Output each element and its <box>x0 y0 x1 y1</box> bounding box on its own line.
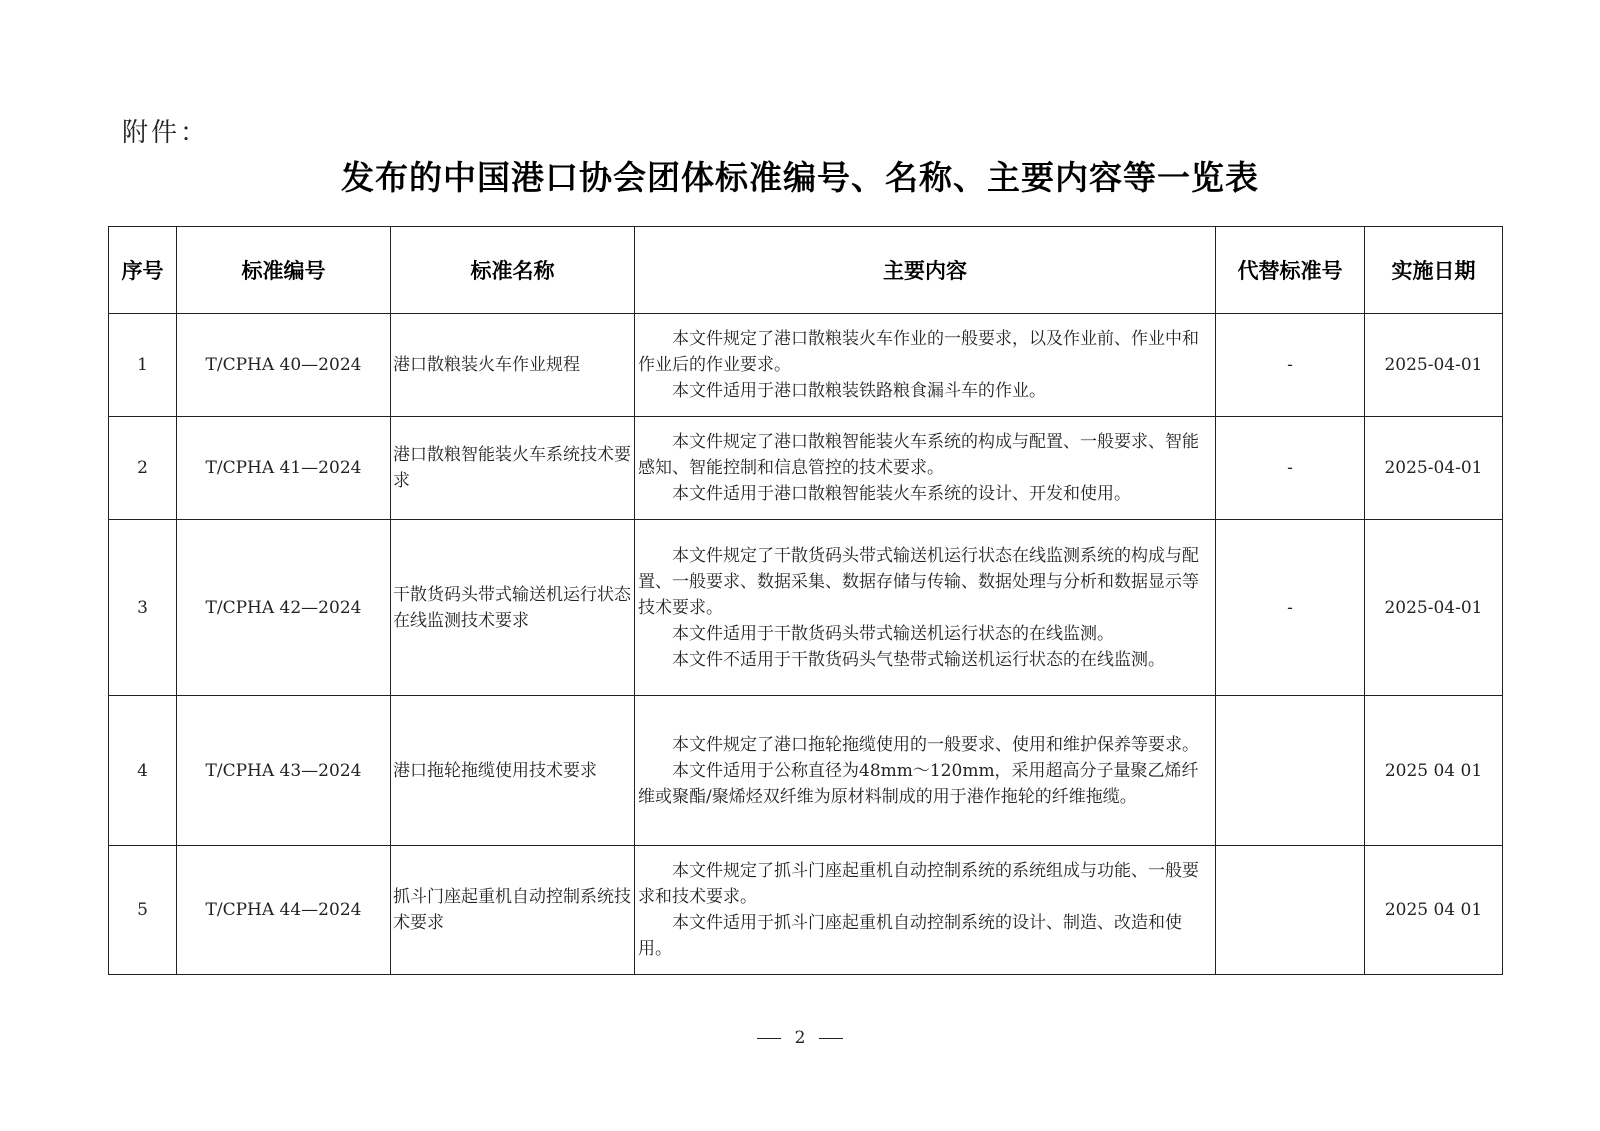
row-replaces <box>1216 846 1365 975</box>
table-row <box>109 846 1503 975</box>
row-standard-name: 港口散粮智能装火车系统技术要求 <box>391 417 635 520</box>
table-row <box>109 314 1503 417</box>
row-standard-code: T/CPHA 43—2024 <box>177 696 391 846</box>
row-effective-date: 2025 04 01 <box>1365 846 1503 975</box>
column-header-replaces: 代替标准号 <box>1216 227 1365 314</box>
row-seq: 2 <box>109 417 177 520</box>
content-paragraph: 本文件规定了港口拖轮拖缆使用的一般要求、使用和维护保养等要求。 <box>672 734 1199 755</box>
row-replaces: - <box>1216 417 1365 520</box>
row-seq: 4 <box>109 696 177 846</box>
content-paragraph: 本文件适用于港口散粮智能装火车系统的设计、开发和使用。 <box>672 484 1131 504</box>
page-number <box>0 1028 1600 1048</box>
row-replaces: - <box>1216 520 1365 696</box>
row-effective-date: 2025-04-01 <box>1365 314 1503 417</box>
row-replaces: - <box>1216 314 1365 417</box>
column-header-content: 主要内容 <box>635 227 1216 314</box>
row-main-content <box>635 520 1216 696</box>
row-standard-name: 干散货码头带式输送机运行状态在线监测技术要求 <box>391 520 635 696</box>
row-effective-date: 2025 04 01 <box>1365 696 1503 846</box>
table-row <box>109 696 1503 846</box>
column-header-name: 标准名称 <box>391 227 635 314</box>
table-row <box>109 520 1503 696</box>
content-paragraph: 本文件规定了港口散粮智能装火车系统的构成与配置、一般要求、智能感知、智能控制和信息管控的技术要求。 <box>638 432 1199 478</box>
row-standard-name: 港口拖轮拖缆使用技术要求 <box>391 696 635 846</box>
row-standard-code: T/CPHA 41—2024 <box>177 417 391 520</box>
row-replaces <box>1216 696 1365 846</box>
column-header-date: 实施日期 <box>1365 227 1503 314</box>
content-paragraph: 本文件不适用于干散货码头气垫带式输送机运行状态的在线监测。 <box>672 649 1165 670</box>
document-title: 发布的中国港口协会团体标准编号、名称、主要内容等一览表 <box>341 158 1259 197</box>
content-paragraph: 本文件适用于公称直径为48mm～120mm，采用超高分子量聚乙烯纤维或聚酯/聚烯烃双纤维为原材料制成的用于港作拖轮的纤维拖缆。 <box>638 760 1199 807</box>
row-main-content <box>635 696 1216 846</box>
table-row <box>109 417 1503 520</box>
table-header-row <box>109 227 1503 314</box>
row-standard-code: T/CPHA 44—2024 <box>177 846 391 975</box>
content-paragraph: 本文件适用于港口散粮装铁路粮食漏斗车的作业。 <box>672 381 1046 401</box>
row-main-content <box>635 846 1216 975</box>
row-effective-date: 2025-04-01 <box>1365 417 1503 520</box>
row-standard-name: 港口散粮装火车作业规程 <box>391 314 635 417</box>
row-seq: 3 <box>109 520 177 696</box>
page-number-dash-right <box>819 1038 843 1039</box>
standards-table <box>108 226 1503 975</box>
content-paragraph: 本文件适用于干散货码头带式输送机运行状态的在线监测。 <box>672 623 1114 644</box>
row-effective-date: 2025-04-01 <box>1365 520 1503 696</box>
content-paragraph: 本文件规定了干散货码头带式输送机运行状态在线监测系统的构成与配置、一般要求、数据采集、数据存储与传输、数据处理与分析和数据显示等技术要求。 <box>638 545 1199 618</box>
row-standard-name: 抓斗门座起重机自动控制系统技术要求 <box>391 846 635 975</box>
page-number-value: 2 <box>794 1028 806 1048</box>
column-header-seq: 序号 <box>109 227 177 314</box>
row-main-content <box>635 314 1216 417</box>
content-paragraph: 本文件规定了港口散粮装火车作业的一般要求，以及作业前、作业中和作业后的作业要求。 <box>638 329 1199 375</box>
attachment-label: 附件： <box>122 118 210 148</box>
row-main-content <box>635 417 1216 520</box>
content-paragraph: 本文件适用于抓斗门座起重机自动控制系统的设计、制造、改造和使用。 <box>638 913 1182 959</box>
row-seq: 1 <box>109 314 177 417</box>
content-paragraph: 本文件规定了抓斗门座起重机自动控制系统的系统组成与功能、一般要求和技术要求。 <box>638 861 1199 907</box>
row-seq: 5 <box>109 846 177 975</box>
page-number-dash-left <box>757 1038 781 1039</box>
row-standard-code: T/CPHA 40—2024 <box>177 314 391 417</box>
row-standard-code: T/CPHA 42—2024 <box>177 520 391 696</box>
column-header-code: 标准编号 <box>177 227 391 314</box>
